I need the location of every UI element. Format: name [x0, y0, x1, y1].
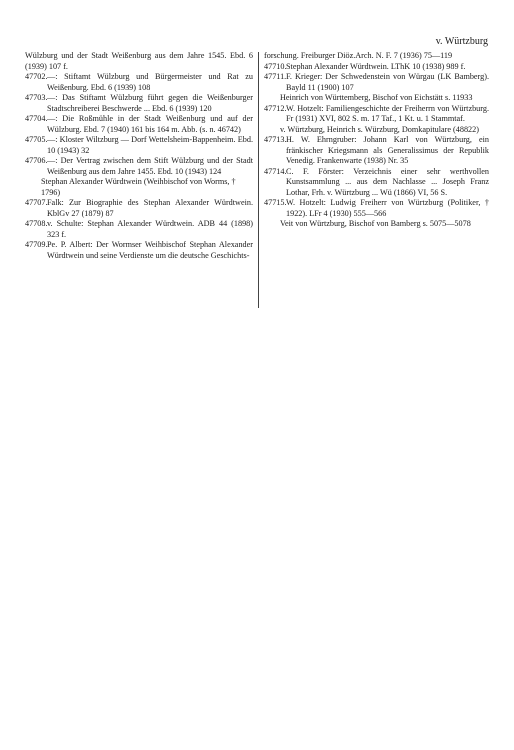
entry-text: Stephan Alexander Würdtwein. LThK 10 (1938) 989 f.	[286, 61, 466, 71]
entry-text: —: Der Vertrag zwischen dem Stift Wülzburg und der Stadt Weißenburg aus dem Jahre 1455. Ebd. 10 (1943) 124	[47, 156, 253, 176]
entry-text: Falk: Zur Biographie des Stephan Alexander Würdtwein. KblGv 27 (1879) 87	[47, 198, 253, 218]
right-column	[264, 51, 489, 230]
entry-number: 47708.	[25, 219, 48, 228]
entry-number: 47705.	[25, 135, 48, 144]
cross-reference: Stephan Alexander Würdtwein (Weihbischof von Worms, † 1796)	[41, 177, 236, 197]
entry-number: 47710.	[264, 61, 287, 71]
entry-number: 47707.	[25, 198, 48, 207]
bibliography-entry	[25, 156, 253, 177]
entry-text: Wülzburg und der Stadt Weißenburg aus dem Jahre 1545. Ebd. 6 (1939) 107 f.	[25, 51, 253, 71]
cross-reference: Heinrich von Württemberg, Bischof von Eichstätt s. 11933	[280, 93, 473, 102]
bibliography-entry	[25, 135, 253, 156]
entry-number: 47706.	[25, 156, 48, 165]
entry-text: W. Hotzelt: Ludwig Freiherr von Würtzburg (Politiker, † 1922). LFr 4 (1930) 555—566	[286, 198, 489, 218]
bibliography-entry	[25, 72, 253, 93]
entry-text: W. Hotzelt: Familiengeschichte der Freiherrn von Würtzburg. Fr (1931) XVI, 802 S. m. 17 Taf., 1 Kt. u. 1 Stammtaf.	[286, 103, 489, 123]
page-header: v. Würtzburg	[435, 36, 488, 47]
bibliography-entry	[25, 51, 253, 72]
bibliography-entry	[264, 72, 489, 93]
entry-number: 47715.	[264, 198, 287, 207]
entry-number: 47713.	[264, 135, 287, 144]
bibliography-entry	[25, 114, 253, 135]
entry-text: —: Die Roßmühle in der Stadt Weißenburg und auf der Wülzburg. Ebd. 7 (1940) 161 bis 164 m. Abb. (s. n. 46742)	[47, 114, 253, 134]
entry-number: 47702.	[25, 72, 48, 81]
entry-text: H. W. Ehrngruber: Johann Karl von Würtzburg, ein fränkischer Kriegsmann als Generalissimus der Republik Venedig. Frankenwarte (1938) Nr. 35	[286, 135, 489, 165]
entry-text: Pe. P. Albert: Der Wormser Weihbischof Stephan Alexander Würdtwein und seine Verdienste um die deutsche Geschichts-	[47, 240, 253, 260]
column-divider	[258, 52, 259, 308]
entry-number: 47704.	[25, 114, 48, 123]
entry-text: v. Schulte: Stephan Alexander Würdtwein. ADB 44 (1898) 323 f.	[47, 219, 253, 239]
entry-text: forschung. Freiburger Diöz.Arch. N. F. 7 (1936) 75—119	[264, 51, 453, 60]
bibliography-entry	[25, 219, 253, 240]
entry-text: —: Stiftamt Wülzburg und Bürgermeister und Rat zu Weißenburg. Ebd. 6 (1939) 108	[47, 72, 253, 92]
bibliography-entry	[264, 167, 489, 199]
bibliography-entry	[25, 198, 253, 219]
bibliography-entry	[25, 93, 253, 114]
bibliography-entry	[264, 62, 489, 73]
cross-reference: v. Würtzburg, Heinrich s. Würzburg, Domkapitulare (48822)	[280, 124, 479, 134]
entry-text: —: Kloster Wiltzburg — Dorf Wettelsheim-Bappenheim. Ebd. 10 (1943) 32	[47, 135, 253, 155]
bibliography-entry	[264, 198, 489, 219]
left-column	[25, 51, 253, 261]
cross-reference: Veit von Würtzburg, Bischof von Bamberg s. 5075—5078	[280, 219, 471, 228]
entry-number: 47709.	[25, 240, 48, 249]
entry-number: 47714.	[264, 166, 287, 176]
bibliography-entry	[264, 135, 489, 167]
entry-number: 47703.	[25, 93, 48, 102]
entry-number: 47711.	[264, 72, 287, 81]
bibliography-entry	[264, 51, 489, 62]
entry-text: —: Das Stiftamt Wülzburg führt gegen die Weißenburger Stadtschreiberei Beschwerde ... Ebd. 6 (1939) 120	[47, 93, 253, 113]
bibliography-entry	[25, 240, 253, 261]
bibliography-entry	[264, 104, 489, 125]
entry-text: C. F. Förster: Verzeichnis einer sehr werthvollen Kunstsammlung ... aus dem Nachlasse ... Joseph Franz Lothar, Frh. v. Würtzburg ... Wü (1866) VI, 56 S.	[286, 166, 489, 197]
entry-number: 47712.	[264, 103, 287, 113]
entry-text: F. Krieger: Der Schwedenstein von Würgau (LK Bamberg). Bayld 11 (1900) 107	[286, 72, 489, 92]
